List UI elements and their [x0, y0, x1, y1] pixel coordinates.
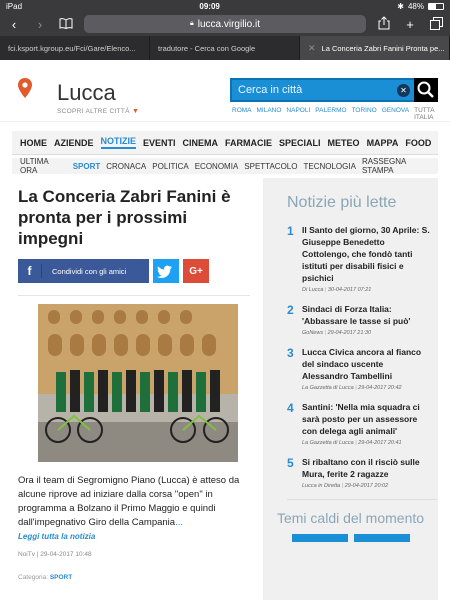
- article: [12, 178, 252, 581]
- share-icon[interactable]: [376, 16, 392, 32]
- article-category: [18, 574, 252, 581]
- city-link-palermo[interactable]: PALERMO: [315, 107, 347, 114]
- city-link-napoli[interactable]: NAPOLI: [286, 107, 311, 114]
- site-header: [0, 60, 450, 122]
- item-title[interactable]: Sindaci di Forza Italia: 'Abbassare le tasse si può': [302, 304, 411, 326]
- browser-tab-3[interactable]: [300, 36, 450, 60]
- search-box[interactable]: [230, 78, 438, 102]
- nav-aziende[interactable]: AZIENDE: [54, 137, 94, 148]
- nav-eventi[interactable]: EVENTI: [143, 137, 176, 148]
- subnav-politica[interactable]: POLITICA: [152, 161, 189, 171]
- browser-tab-2[interactable]: [150, 36, 300, 60]
- facebook-share-button[interactable]: [18, 259, 149, 283]
- item-date: 29-04-2017 20:42: [358, 385, 402, 391]
- list-item[interactable]: [263, 456, 438, 489]
- read-more-link[interactable]: Leggi tutta la notizia: [18, 532, 96, 541]
- item-meta: GoNews | 29-04-2017 21:30: [302, 330, 372, 336]
- status-bar: [0, 0, 450, 12]
- googleplus-icon: G+: [189, 265, 203, 277]
- search-icon: [414, 78, 438, 102]
- subnav-ultima-ora[interactable]: ULTIMA ORA: [20, 157, 49, 175]
- nav-farmacie[interactable]: FARMACIE: [225, 137, 273, 148]
- item-title[interactable]: Santini: 'Nella mia squadra ci sarà posto per un assessore con delega agli animali': [302, 402, 420, 436]
- address-bar[interactable]: [84, 15, 366, 33]
- item-number: 4: [287, 401, 294, 415]
- divider: [287, 499, 437, 500]
- nav-speciali[interactable]: SPECIALI: [279, 137, 321, 148]
- browser-tab-1[interactable]: [0, 36, 150, 60]
- article-date: 29-04-2017 10:48: [40, 551, 92, 558]
- subnav-economia[interactable]: ECONOMIA: [194, 161, 239, 171]
- city-name: Lucca: [57, 80, 116, 105]
- item-date: 29-04-2017 20:41: [358, 440, 402, 446]
- city-link-torino[interactable]: TORINO: [351, 107, 377, 114]
- bluetooth-icon: ✱: [397, 1, 404, 11]
- article-meta: NoiTv | 29-04-2017 10:48: [18, 551, 92, 558]
- facebook-icon: f: [18, 264, 42, 278]
- tab-label: fci.ksport.kgroup.eu/Fci/Gare/Elenco...: [8, 43, 136, 53]
- battery-icon: [428, 3, 444, 10]
- nav-meteo[interactable]: METEO: [327, 137, 360, 148]
- nav-notizie[interactable]: NOTIZIE: [101, 136, 137, 149]
- item-number: 3: [287, 346, 294, 360]
- item-title[interactable]: Lucca Civica ancora al fianco del sindaco uscente Alessandro Tambellini: [302, 347, 422, 381]
- item-date: 30-04-2017 07:21: [327, 287, 372, 293]
- item-source: Lucca in Diretta: [302, 483, 341, 489]
- most-read-title: Notizie più lette: [287, 194, 397, 211]
- tab-label: La Conceria Zabri Fanini Pronta pe...: [321, 43, 445, 53]
- item-meta: La Gazzetta di Lucca | 29-04-2017 20:41: [302, 440, 402, 446]
- status-right: [397, 2, 444, 11]
- back-icon[interactable]: ‹: [11, 16, 17, 32]
- googleplus-share-button[interactable]: [183, 259, 209, 283]
- article-body-text: Ora il team di Segromigno Piano (Lucca) è atteso da alcune riprove ad iniziare dalla corsa "open" in programma a Bolzano il Primo Maggio e quindi dall'impegnativo Giro della Campania: [18, 475, 240, 528]
- subnav-cronaca[interactable]: CRONACA: [106, 161, 147, 171]
- search-input[interactable]: Cerca in città: [238, 84, 303, 96]
- list-item[interactable]: [263, 303, 438, 336]
- item-date: 29-04-2017 21:30: [327, 330, 372, 336]
- item-meta: Di Lucca | 30-04-2017 07:21: [302, 287, 372, 293]
- lock-icon: 🔒︎: [190, 20, 194, 27]
- city-link-tutta-italia[interactable]: TUTTA ITALIA: [414, 107, 435, 121]
- dropdown-arrow-icon: ▼: [131, 108, 140, 115]
- article-source: NoiTv: [18, 551, 35, 558]
- article-body: [18, 474, 254, 530]
- item-number: 5: [287, 456, 294, 470]
- item-source: GoNews: [302, 330, 324, 336]
- category-link[interactable]: SPORT: [49, 574, 73, 581]
- article-ellipsis: ...: [175, 517, 183, 528]
- new-tab-icon[interactable]: +: [406, 16, 414, 32]
- nav-mappa[interactable]: MAPPA: [366, 137, 399, 148]
- nav-cinema[interactable]: CINEMA: [182, 137, 219, 148]
- search-button[interactable]: [414, 78, 438, 102]
- city-link-roma[interactable]: ROMA: [232, 107, 252, 114]
- address-text: lucca.virgilio.it: [197, 18, 260, 30]
- subnav-spettacolo[interactable]: SPETTACOLO: [244, 161, 298, 171]
- share-buttons: [18, 259, 252, 283]
- nav-home[interactable]: HOME: [20, 137, 47, 148]
- item-source: La Gazzetta di Lucca: [302, 385, 354, 391]
- discover-cities-link[interactable]: [57, 108, 139, 115]
- item-number: 2: [287, 303, 294, 317]
- list-item[interactable]: [263, 224, 438, 293]
- hot-topics-tags: [263, 534, 438, 542]
- item-title[interactable]: Il Santo del giorno, 30 Aprile: S. Giuseppe Benedetto Cottolengo, che fondò tanti istituti per disabili fisici e psichici: [302, 225, 430, 283]
- hot-topic-tag[interactable]: [354, 534, 410, 542]
- battery-percent: 48%: [407, 1, 424, 11]
- most-read-sidebar: [263, 178, 438, 600]
- twitter-icon: [153, 259, 179, 283]
- status-device: iPad: [6, 1, 23, 11]
- item-source: La Gazzetta di Lucca: [302, 440, 354, 446]
- nav-food[interactable]: FOOD: [405, 137, 432, 148]
- browser-toolbar: [0, 12, 450, 36]
- sub-nav: [12, 158, 438, 174]
- facebook-share-label: Condividi con gli amici: [52, 266, 127, 276]
- article-headline: La Conceria Zabri Fanini è pronta per i prossimi impegni: [18, 187, 231, 248]
- hot-topic-tag[interactable]: [292, 534, 348, 542]
- most-read-list: [263, 224, 438, 489]
- twitter-share-button[interactable]: [153, 259, 179, 283]
- hot-topics-title: Temi caldi del momento: [276, 510, 425, 526]
- city-link-genova[interactable]: GENOVA: [381, 107, 410, 114]
- clear-search-icon[interactable]: ✕: [397, 84, 410, 97]
- forward-icon[interactable]: ›: [37, 16, 43, 32]
- discover-label: SCOPRI ALTRE CITTÀ: [57, 108, 130, 115]
- close-tab-icon[interactable]: ✕: [308, 42, 316, 53]
- article-photo[interactable]: [38, 304, 238, 462]
- tab-strip: [0, 36, 450, 60]
- item-meta: Lucca in Diretta | 29-04-2017 20:02: [302, 483, 389, 489]
- city-links: [232, 107, 450, 121]
- list-item[interactable]: [263, 401, 438, 446]
- bookmarks-icon[interactable]: [58, 18, 74, 31]
- subnav-rassegna-stampa[interactable]: RASSEGNA STAMPA: [361, 157, 406, 175]
- main-nav: [12, 131, 438, 155]
- subnav-sport[interactable]: SPORT: [72, 161, 101, 171]
- item-number: 1: [287, 224, 294, 238]
- location-pin-icon: [18, 78, 32, 98]
- city-link-milano[interactable]: MILANO: [256, 107, 282, 114]
- tabs-icon[interactable]: [428, 17, 444, 32]
- item-source: Di Lucca: [302, 287, 324, 293]
- divider: [18, 295, 250, 296]
- subnav-tecnologia[interactable]: TECNOLOGIA: [303, 161, 356, 171]
- item-meta: La Gazzetta di Lucca | 29-04-2017 20:42: [302, 385, 402, 391]
- list-item[interactable]: [263, 346, 438, 391]
- tab-label: tradutore - Cerca con Google: [158, 43, 256, 53]
- item-date: 29-04-2017 20:02: [344, 483, 389, 489]
- status-time: 09:09: [199, 1, 220, 11]
- category-label: Categoria:: [18, 574, 48, 581]
- item-title[interactable]: Si ribaltano con il risciò sulle Mura, ferite 2 ragazze: [302, 457, 420, 479]
